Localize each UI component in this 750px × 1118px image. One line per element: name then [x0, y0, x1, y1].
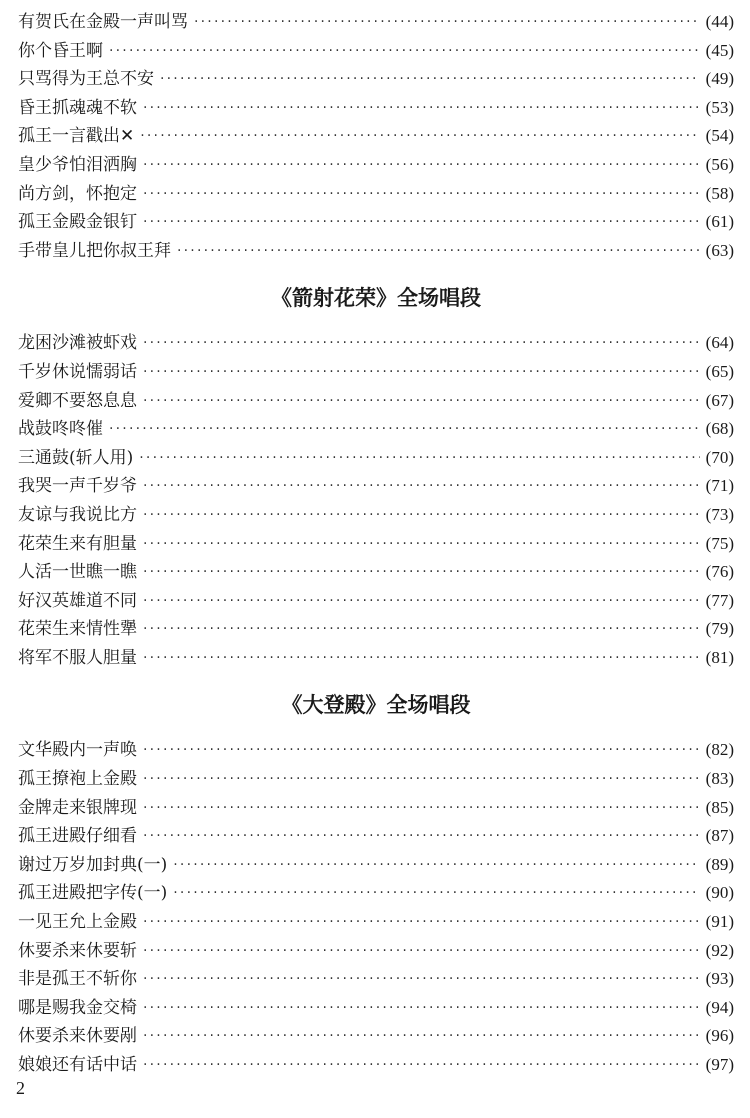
toc-entry-title: 龙困沙滩被虾戏 [18, 333, 137, 354]
toc-entry-page: (75) [705, 533, 734, 553]
toc-entry[interactable] [18, 180, 734, 209]
toc-entry[interactable] [18, 965, 734, 994]
toc-leader-dots [140, 122, 699, 151]
toc-entry-title: 千岁休说懦弱话 [18, 361, 137, 382]
toc-entry-title: 将军不服人胆量 [18, 647, 137, 668]
toc-entry-title: 战鼓咚咚催 [18, 419, 103, 440]
toc-entry[interactable] [18, 587, 734, 616]
toc-entry-page: (45) [705, 40, 734, 60]
toc-entry-page: (64) [705, 333, 734, 353]
toc-entry-page: (68) [705, 419, 734, 439]
toc-leader-dots [177, 237, 700, 266]
toc-leader-dots [143, 151, 700, 180]
table-of-contents [18, 8, 734, 1080]
toc-entry-page: (76) [705, 562, 734, 582]
toc-entry-title: 谢过万岁加封典(一) [18, 854, 168, 875]
toc-entry-page: (96) [705, 1026, 734, 1046]
toc-entry-title: 花荣生来情性犟 [18, 619, 137, 640]
toc-leader-dots [143, 736, 700, 765]
toc-leader-dots [143, 358, 700, 387]
toc-leader-dots [143, 644, 700, 673]
toc-entry[interactable] [18, 387, 734, 416]
toc-leader-dots [143, 180, 700, 209]
toc-leader-dots [160, 65, 700, 94]
toc-leader-dots [143, 472, 700, 501]
toc-entry-page: (54) [705, 126, 734, 146]
toc-entry[interactable] [18, 208, 734, 237]
toc-entry-page: (61) [705, 212, 734, 232]
toc-entry-title: 我哭一声千岁爷 [18, 476, 137, 497]
toc-entry[interactable] [18, 558, 734, 587]
toc-entry-title: 非是孤王不斩你 [18, 969, 137, 990]
toc-section-continued [18, 8, 734, 265]
toc-entry-title: 孤王一言戳出✕ [18, 126, 135, 147]
toc-entry[interactable] [18, 1051, 734, 1080]
toc-leader-dots [143, 558, 700, 587]
toc-entry-title: 人活一世瞧一瞧 [18, 562, 137, 583]
toc-leader-dots [143, 1051, 700, 1080]
toc-entry[interactable] [18, 237, 734, 266]
toc-entry-page: (89) [705, 854, 734, 874]
toc-entry[interactable] [18, 615, 734, 644]
toc-leader-dots [194, 8, 700, 37]
toc-entry-title: 花荣生来有胆量 [18, 533, 137, 554]
toc-leader-dots [143, 994, 700, 1023]
toc-entry-page: (83) [705, 769, 734, 789]
toc-entry-page: (79) [705, 619, 734, 639]
toc-entry-title: 尚方剑，怀抱定 [18, 183, 137, 204]
toc-entry-title: 你个昏王啊 [18, 40, 103, 61]
toc-entry[interactable] [18, 415, 734, 444]
toc-leader-dots [143, 94, 700, 123]
toc-entry[interactable] [18, 501, 734, 530]
toc-entry[interactable] [18, 822, 734, 851]
toc-entry-page: (93) [705, 969, 734, 989]
toc-section [18, 736, 734, 1079]
toc-leader-dots [143, 765, 700, 794]
toc-entry[interactable] [18, 444, 734, 473]
toc-entry-page: (81) [705, 647, 734, 667]
toc-entry-title: 孤王金殿金银钉 [18, 212, 137, 233]
toc-entry-title: 昏王抓魂魂不软 [18, 97, 137, 118]
toc-leader-dots [143, 501, 700, 530]
toc-leader-dots [143, 1022, 700, 1051]
toc-entry[interactable] [18, 358, 734, 387]
toc-entry[interactable] [18, 122, 734, 151]
toc-entry-page: (92) [705, 940, 734, 960]
toc-leader-dots [143, 822, 700, 851]
section-heading: 《大登殿》全场唱段 [281, 693, 471, 718]
toc-entry-title: 孤王进殿仔细看 [18, 826, 137, 847]
toc-leader-dots [109, 415, 700, 444]
toc-entry-page: (44) [705, 12, 734, 31]
toc-entry[interactable] [18, 736, 734, 765]
toc-entry[interactable] [18, 765, 734, 794]
toc-leader-dots [143, 794, 700, 823]
page-number: 2 [16, 1078, 25, 1098]
toc-entry-title: 好汉英雄道不同 [18, 590, 137, 611]
toc-entry-title: 孤王撩袍上金殿 [18, 769, 137, 790]
toc-entry[interactable] [18, 1022, 734, 1051]
toc-entry-page: (53) [705, 97, 734, 117]
toc-entry-title: 一见王允上金殿 [18, 912, 137, 933]
toc-entry-page: (87) [705, 826, 734, 846]
toc-entry-page: (71) [705, 476, 734, 496]
toc-leader-dots [173, 879, 699, 908]
toc-entry-page: (91) [705, 912, 734, 932]
toc-entry-title: 只骂得为王总不安 [18, 69, 154, 90]
toc-entry[interactable] [18, 94, 734, 123]
toc-leader-dots [143, 387, 700, 416]
toc-entry-title: 三通鼓(斩人用) [18, 447, 134, 468]
toc-leader-dots [143, 530, 700, 559]
toc-leader-dots [143, 908, 700, 937]
toc-leader-dots [109, 37, 700, 66]
toc-entry-title: 有贺氏在金殿一声叫骂 [18, 12, 188, 32]
toc-entry-title: 爱卿不要怒息息 [18, 390, 137, 411]
toc-entry[interactable] [18, 879, 734, 908]
toc-entry[interactable] [18, 37, 734, 66]
toc-leader-dots [143, 208, 700, 237]
toc-entry-title: 皇少爷怕泪洒胸 [18, 154, 137, 175]
toc-entry-page: (82) [705, 740, 734, 760]
toc-entry-title: 哪是赐我金交椅 [18, 997, 137, 1018]
toc-entry[interactable] [18, 794, 734, 823]
toc-leader-dots [139, 444, 699, 473]
toc-entry[interactable] [18, 908, 734, 937]
toc-entry-page: (97) [705, 1055, 734, 1074]
toc-entry-page: (70) [705, 447, 734, 467]
toc-entry-title: 孤王进殿把字传(一) [18, 883, 168, 904]
toc-leader-dots [173, 851, 699, 880]
toc-entry-title: 金牌走来银牌现 [18, 797, 137, 818]
toc-entry[interactable] [18, 472, 734, 501]
toc-entry-title: 友谅与我说比方 [18, 504, 137, 525]
toc-entry[interactable] [18, 329, 734, 358]
toc-entry-page: (65) [705, 361, 734, 381]
section-heading: 《箭射花荣》全场唱段 [271, 286, 481, 311]
toc-entry-page: (77) [705, 590, 734, 610]
toc-entry[interactable] [18, 644, 734, 673]
toc-entry-page: (85) [705, 797, 734, 817]
toc-entry-title: 休要杀来休要斩 [18, 940, 137, 961]
toc-entry-page: (94) [705, 997, 734, 1017]
toc-entry-page: (56) [705, 154, 734, 174]
toc-leader-dots [143, 329, 700, 358]
toc-entry[interactable] [18, 65, 734, 94]
toc-entry-page: (58) [705, 183, 734, 203]
toc-entry-page: (49) [705, 69, 734, 89]
toc-entry-page: (90) [705, 883, 734, 903]
toc-entry-title: 文华殿内一声唤 [18, 740, 137, 761]
toc-leader-dots [143, 965, 700, 994]
toc-entry-title: 休要杀来休要剐 [18, 1026, 137, 1047]
toc-section [18, 329, 734, 672]
toc-entry-page: (73) [705, 504, 734, 524]
toc-entry-title: 手带皇儿把你叔王拜 [18, 240, 171, 261]
toc-leader-dots [143, 587, 700, 616]
toc-entry[interactable] [18, 151, 734, 180]
toc-entry[interactable] [18, 937, 734, 966]
toc-entry-page: (63) [705, 240, 734, 260]
toc-entry[interactable] [18, 851, 734, 880]
toc-entry[interactable] [18, 8, 734, 37]
toc-entry[interactable] [18, 994, 734, 1023]
toc-entry[interactable] [18, 530, 734, 559]
toc-entry-page: (67) [705, 390, 734, 410]
toc-leader-dots [143, 615, 700, 644]
toc-leader-dots [143, 937, 700, 966]
toc-entry-title: 娘娘还有话中话 [18, 1055, 137, 1075]
